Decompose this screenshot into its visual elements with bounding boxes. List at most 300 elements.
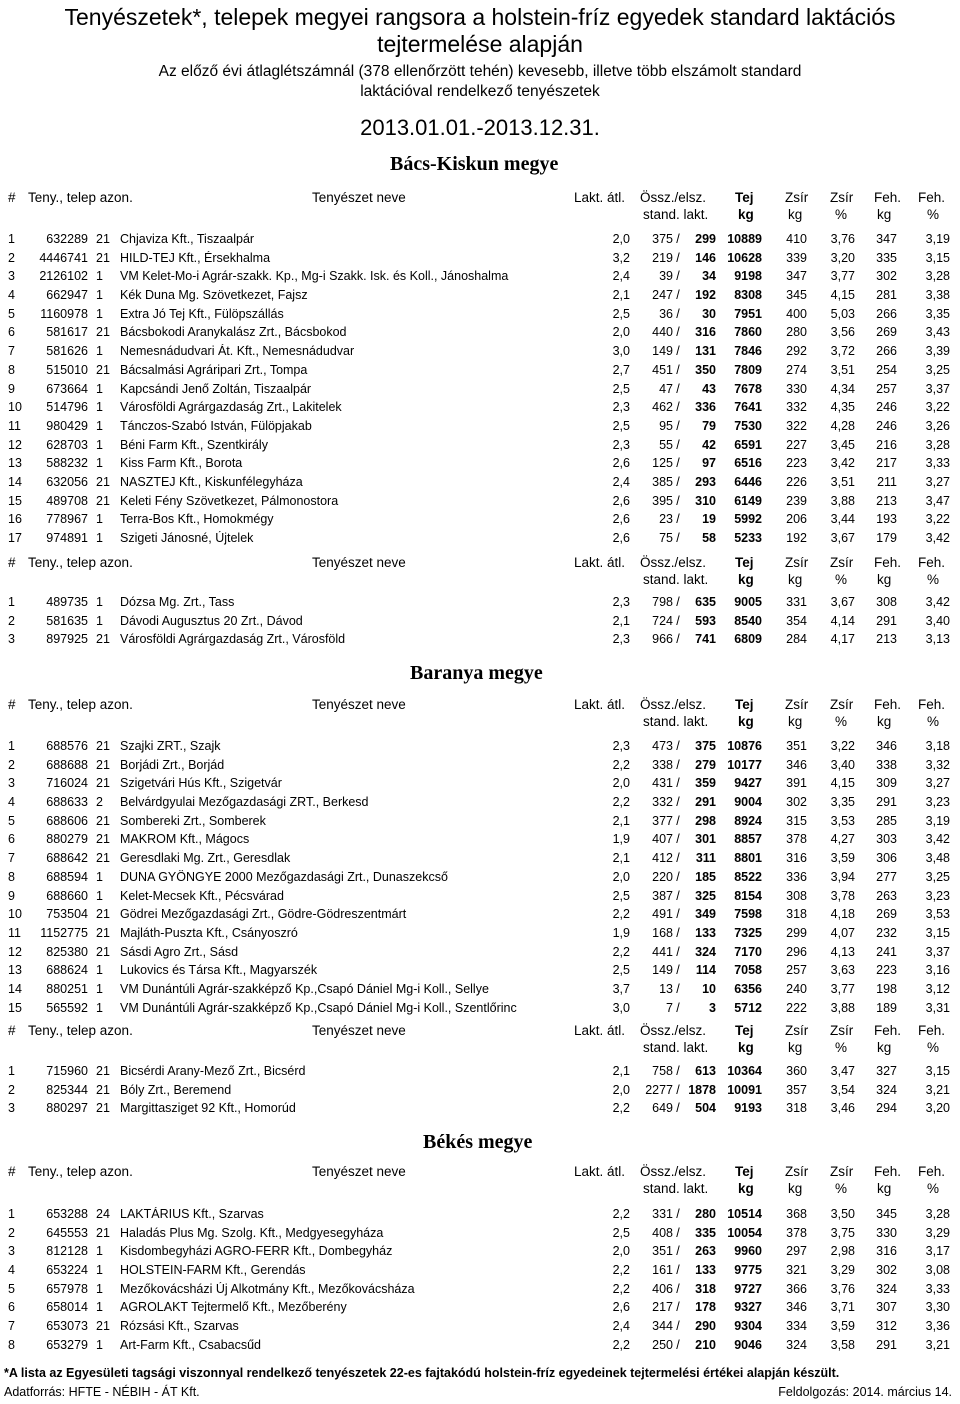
milk-kg: 7951 bbox=[734, 306, 762, 321]
row-number: 3 bbox=[8, 1244, 15, 1259]
protein-pct: 3,21 bbox=[925, 1082, 950, 1097]
protein-kg: 347 bbox=[876, 232, 897, 246]
header-tej-unit: kg bbox=[738, 714, 754, 729]
slash-separator: / bbox=[676, 963, 680, 978]
standard-lact: 210 bbox=[695, 1337, 716, 1352]
protein-kg: 211 bbox=[877, 474, 897, 489]
table-row bbox=[0, 943, 960, 962]
farm-id: 653073 bbox=[46, 1319, 88, 1334]
farm-name: Chjaviza Kft., Tiszaalpár bbox=[120, 232, 255, 246]
fat-pct: 3,46 bbox=[830, 1101, 855, 1116]
breed-code: 1 bbox=[96, 531, 103, 545]
row-number: 6 bbox=[8, 325, 15, 340]
protein-kg: 291 bbox=[876, 1337, 897, 1352]
table-row bbox=[0, 905, 960, 924]
county-title: Bács-Kiskun megye bbox=[390, 153, 559, 175]
milk-kg: 9327 bbox=[734, 1300, 762, 1315]
protein-kg: 302 bbox=[876, 269, 897, 284]
header-name: Tenyészet neve bbox=[312, 190, 406, 205]
fat-pct: 4,15 bbox=[830, 776, 855, 791]
fat-kg: 308 bbox=[786, 888, 807, 903]
header-zsir2: Zsír bbox=[830, 697, 854, 712]
header-tej: Tej bbox=[735, 1164, 754, 1179]
milk-kg: 9960 bbox=[734, 1244, 762, 1259]
header-stand: stand. lakt. bbox=[643, 714, 709, 729]
total-lact: 36 bbox=[659, 306, 673, 321]
milk-kg: 10364 bbox=[727, 1064, 762, 1078]
row-number: 15 bbox=[8, 493, 22, 508]
fat-kg: 297 bbox=[786, 1244, 807, 1259]
header-feh: Feh. bbox=[874, 1023, 902, 1038]
standard-lact: 3 bbox=[709, 1000, 716, 1015]
fat-kg: 299 bbox=[786, 925, 807, 940]
slash-separator: / bbox=[676, 595, 680, 609]
protein-pct: 3,37 bbox=[925, 381, 950, 396]
farm-id: 974891 bbox=[46, 531, 88, 545]
breed-code: 1 bbox=[96, 869, 103, 884]
county-title: Békés megye bbox=[423, 1131, 533, 1153]
slash-separator: / bbox=[676, 512, 680, 527]
standard-lact: 335 bbox=[695, 1225, 716, 1240]
row-number: 1 bbox=[8, 232, 15, 246]
fat-pct: 3,51 bbox=[830, 474, 855, 489]
row-number: 3 bbox=[8, 1101, 15, 1116]
milk-kg: 8924 bbox=[734, 813, 762, 828]
protein-kg: 246 bbox=[876, 418, 897, 433]
table-row bbox=[0, 510, 960, 529]
standard-lact: 131 bbox=[695, 344, 716, 359]
slash-separator: / bbox=[676, 907, 680, 922]
farm-name: VM Dunántúli Agrár-szakképző Kp.,Csapó Dániel Mg-i Koll., Sellye bbox=[120, 981, 489, 996]
header-num: # bbox=[8, 697, 16, 712]
protein-pct: 3,33 bbox=[925, 456, 950, 471]
lact-avg: 2,5 bbox=[612, 1225, 630, 1240]
farm-name: Margittasziget 92 Kft., Homorúd bbox=[120, 1101, 296, 1116]
lact-avg: 2,2 bbox=[612, 1281, 630, 1296]
header-num: # bbox=[8, 1023, 16, 1038]
table-row bbox=[0, 417, 960, 436]
protein-pct: 3,15 bbox=[925, 1064, 950, 1078]
farm-id: 489708 bbox=[46, 493, 88, 508]
header-num: # bbox=[8, 190, 16, 205]
slash-separator: / bbox=[676, 1082, 680, 1097]
fat-kg: 331 bbox=[786, 595, 807, 609]
protein-kg: 281 bbox=[876, 288, 897, 303]
table-body bbox=[0, 1062, 960, 1118]
milk-kg: 7530 bbox=[734, 418, 762, 433]
farm-id: 628703 bbox=[46, 437, 88, 452]
protein-kg: 277 bbox=[876, 869, 897, 884]
farm-name: Belvárdgyulai Mezőgazdasági ZRT., Berkesd bbox=[120, 795, 369, 810]
lact-avg: 2,7 bbox=[612, 362, 630, 377]
farm-id: 825344 bbox=[46, 1082, 88, 1097]
slash-separator: / bbox=[676, 1244, 680, 1259]
fat-pct: 4,15 bbox=[830, 288, 855, 303]
fat-pct: 3,47 bbox=[830, 1064, 855, 1078]
fat-kg: 345 bbox=[786, 288, 807, 303]
breed-code: 21 bbox=[96, 632, 110, 647]
farm-id: 581626 bbox=[46, 344, 88, 359]
farm-id: 688642 bbox=[46, 851, 88, 866]
standard-lact: 301 bbox=[695, 832, 716, 847]
table-row bbox=[0, 961, 960, 980]
county-title: Baranya megye bbox=[410, 662, 543, 684]
breed-code: 1 bbox=[96, 963, 103, 978]
standard-lact: 185 bbox=[695, 869, 716, 884]
farm-id: 581635 bbox=[46, 613, 88, 628]
protein-kg: 306 bbox=[876, 851, 897, 866]
milk-kg: 7058 bbox=[734, 963, 762, 978]
breed-code: 1 bbox=[96, 456, 103, 471]
protein-pct: 3,29 bbox=[925, 1225, 950, 1240]
lact-avg: 2,1 bbox=[612, 288, 630, 303]
farm-id: 632056 bbox=[46, 474, 88, 489]
header-zsir-unit: kg bbox=[788, 572, 803, 587]
slash-separator: / bbox=[676, 1263, 680, 1278]
total-lact: 75 bbox=[659, 531, 673, 545]
header-zsir: Zsír bbox=[785, 190, 809, 205]
total-lact: 331 bbox=[652, 1207, 673, 1221]
standard-lact: 593 bbox=[695, 613, 716, 628]
lact-avg: 1,9 bbox=[612, 925, 630, 940]
fat-kg: 410 bbox=[786, 232, 807, 246]
slash-separator: / bbox=[676, 1300, 680, 1315]
total-lact: 250 bbox=[652, 1337, 673, 1352]
fat-pct: 3,45 bbox=[830, 437, 855, 452]
lact-avg: 2,3 bbox=[612, 595, 630, 609]
lact-avg: 2,5 bbox=[612, 381, 630, 396]
fat-kg: 346 bbox=[786, 1300, 807, 1315]
milk-kg: 9198 bbox=[734, 269, 762, 284]
farm-id: 489735 bbox=[46, 595, 88, 609]
farm-name: Kapcsándi Jenő Zoltán, Tiszaalpár bbox=[120, 381, 312, 396]
header-feh2-unit: % bbox=[927, 1040, 940, 1055]
lact-avg: 2,0 bbox=[612, 1082, 630, 1097]
total-lact: 649 bbox=[652, 1101, 673, 1116]
header-ossz: Össz./elsz. bbox=[640, 190, 707, 205]
total-lact: 966 bbox=[652, 632, 673, 647]
header-feh2: Feh. bbox=[918, 555, 946, 570]
breed-code: 21 bbox=[96, 851, 110, 866]
farm-id: 653279 bbox=[46, 1337, 88, 1352]
row-number: 6 bbox=[8, 1300, 15, 1315]
protein-kg: 254 bbox=[876, 362, 897, 377]
breed-code: 1 bbox=[96, 512, 103, 527]
breed-code: 1 bbox=[96, 1000, 103, 1015]
lact-avg: 2,6 bbox=[612, 531, 630, 545]
protein-kg: 324 bbox=[876, 1281, 897, 1296]
header-feh-unit: kg bbox=[877, 572, 892, 587]
protein-pct: 3,36 bbox=[925, 1319, 950, 1334]
protein-kg: 309 bbox=[876, 776, 897, 791]
protein-kg: 189 bbox=[876, 1000, 897, 1015]
farm-name: HOLSTEIN-FARM Kft., Gerendás bbox=[120, 1263, 306, 1278]
fat-pct: 3,56 bbox=[830, 325, 855, 340]
fat-pct: 3,35 bbox=[830, 795, 855, 810]
fat-kg: 318 bbox=[786, 907, 807, 922]
table-row bbox=[0, 980, 960, 999]
farm-name: Sásdi Agro Zrt., Sásd bbox=[120, 944, 239, 959]
total-lact: 408 bbox=[652, 1225, 673, 1240]
standard-lact: 290 bbox=[695, 1319, 716, 1334]
lact-avg: 2,1 bbox=[612, 1064, 630, 1078]
lact-avg: 2,2 bbox=[612, 944, 630, 959]
standard-lact: 336 bbox=[695, 400, 716, 415]
lact-avg: 2,4 bbox=[612, 474, 630, 489]
row-number: 11 bbox=[8, 925, 21, 940]
row-number: 10 bbox=[8, 907, 22, 922]
farm-name: Szigeti Jánosné, Újtelek bbox=[120, 531, 254, 545]
farm-id: 688633 bbox=[46, 795, 88, 810]
milk-kg: 8540 bbox=[734, 613, 762, 628]
standard-lact: 114 bbox=[695, 963, 716, 978]
milk-kg: 9727 bbox=[734, 1281, 762, 1296]
table-row bbox=[0, 737, 960, 756]
farm-name: Kék Duna Mg. Szövetkezet, Fajsz bbox=[120, 288, 308, 303]
table-row bbox=[0, 887, 960, 906]
farm-name: DUNA GYÖNGYE 2000 Mezőgazdasági Zrt., Dunaszekcső bbox=[120, 869, 448, 884]
slash-separator: / bbox=[676, 1281, 680, 1296]
protein-pct: 3,28 bbox=[925, 437, 950, 452]
fat-pct: 5,03 bbox=[830, 306, 855, 321]
slash-separator: / bbox=[676, 474, 680, 489]
farm-id: 657978 bbox=[46, 1281, 88, 1296]
farm-id: 980429 bbox=[46, 418, 88, 433]
farm-name: Geresdlaki Mg. Zrt., Geresdlak bbox=[120, 851, 291, 866]
slash-separator: / bbox=[676, 1064, 680, 1078]
fat-kg: 315 bbox=[786, 813, 807, 828]
fat-kg: 336 bbox=[786, 869, 807, 884]
protein-pct: 3,30 bbox=[925, 1300, 950, 1315]
milk-kg: 5233 bbox=[734, 531, 762, 545]
farm-name: Majláth-Puszta Kft., Csányoszró bbox=[120, 925, 298, 940]
protein-kg: 346 bbox=[876, 739, 897, 753]
breed-code: 21 bbox=[96, 944, 110, 959]
header-ossz: Össz./elsz. bbox=[640, 1023, 707, 1038]
protein-kg: 291 bbox=[876, 795, 897, 810]
slash-separator: / bbox=[676, 925, 680, 940]
fat-kg: 223 bbox=[786, 456, 807, 471]
lact-avg: 3,7 bbox=[612, 981, 630, 996]
farm-id: 880297 bbox=[46, 1101, 88, 1116]
fat-pct: 3,54 bbox=[830, 1082, 855, 1097]
milk-kg: 7325 bbox=[734, 925, 762, 940]
farm-name: Borjádi Zrt., Borjád bbox=[120, 757, 225, 772]
protein-pct: 3,39 bbox=[925, 344, 950, 359]
table-header bbox=[0, 555, 960, 591]
table-row bbox=[0, 1242, 960, 1261]
farm-name: Kelet-Mecsek Kft., Pécsvárad bbox=[120, 888, 284, 903]
row-number: 3 bbox=[8, 269, 15, 284]
table-row bbox=[0, 924, 960, 943]
header-feh2-unit: % bbox=[927, 714, 940, 729]
table-row bbox=[0, 380, 960, 399]
milk-kg: 9193 bbox=[734, 1101, 762, 1116]
header-tej: Tej bbox=[735, 697, 754, 712]
standard-lact: 1878 bbox=[688, 1082, 716, 1097]
lact-avg: 2,5 bbox=[612, 963, 630, 978]
table-row bbox=[0, 793, 960, 812]
total-lact: 798 bbox=[652, 595, 673, 609]
breed-code: 24 bbox=[96, 1207, 110, 1221]
breed-code: 21 bbox=[96, 1225, 110, 1240]
fat-kg: 239 bbox=[786, 493, 807, 508]
farm-name: Keleti Fény Szövetkezet, Pálmonostora bbox=[120, 493, 339, 508]
fat-kg: 257 bbox=[786, 963, 807, 978]
total-lact: 2277 bbox=[645, 1082, 673, 1097]
milk-kg: 5992 bbox=[734, 512, 762, 527]
farm-name: HILD-TEJ Kft., Érsekhalma bbox=[120, 250, 271, 265]
breed-code: 21 bbox=[96, 1319, 110, 1334]
breed-code: 1 bbox=[96, 437, 103, 452]
breed-code: 1 bbox=[96, 1244, 103, 1259]
row-number: 14 bbox=[8, 474, 22, 489]
header-feh2-unit: % bbox=[927, 572, 940, 587]
table-row bbox=[0, 868, 960, 887]
protein-kg: 308 bbox=[876, 595, 897, 609]
row-number: 11 bbox=[8, 418, 21, 433]
row-number: 5 bbox=[8, 1281, 15, 1296]
header-tej-unit: kg bbox=[738, 207, 754, 222]
milk-kg: 6356 bbox=[734, 981, 762, 996]
breed-code: 2 bbox=[96, 795, 103, 810]
total-lact: 440 bbox=[652, 325, 673, 340]
table-row bbox=[0, 286, 960, 305]
row-number: 1 bbox=[8, 1207, 15, 1221]
header-stand: stand. lakt. bbox=[643, 207, 709, 222]
table-row bbox=[0, 398, 960, 417]
standard-lact: 316 bbox=[695, 325, 716, 340]
fat-kg: 206 bbox=[786, 512, 807, 527]
row-number: 7 bbox=[8, 344, 15, 359]
row-number: 1 bbox=[8, 595, 15, 609]
header-feh: Feh. bbox=[874, 555, 902, 570]
protein-kg: 266 bbox=[876, 344, 897, 359]
lact-avg: 2,1 bbox=[612, 813, 630, 828]
table-row bbox=[0, 1280, 960, 1299]
total-lact: 23 bbox=[659, 512, 673, 527]
fat-kg: 378 bbox=[786, 832, 807, 847]
farm-id: 897925 bbox=[46, 632, 88, 647]
standard-lact: 311 bbox=[695, 851, 716, 866]
farm-name: Bácsalmási Agráripari Zrt., Tompa bbox=[120, 362, 308, 377]
protein-kg: 294 bbox=[876, 1101, 897, 1116]
breed-code: 1 bbox=[96, 1300, 103, 1315]
total-lact: 338 bbox=[652, 757, 673, 772]
slash-separator: / bbox=[676, 869, 680, 884]
farm-name: Városföldi Agrárgazdaság Zrt., Városföld bbox=[120, 632, 346, 647]
farm-id: 645553 bbox=[46, 1225, 88, 1240]
fat-kg: 360 bbox=[786, 1064, 807, 1078]
farm-id: 673664 bbox=[46, 381, 88, 396]
slash-separator: / bbox=[676, 739, 680, 753]
standard-lact: 635 bbox=[695, 595, 716, 609]
breed-code: 1 bbox=[96, 613, 103, 628]
total-lact: 39 bbox=[659, 269, 673, 284]
breed-code: 21 bbox=[96, 493, 110, 508]
milk-kg: 7170 bbox=[734, 944, 762, 959]
protein-pct: 3,40 bbox=[925, 613, 950, 628]
fat-pct: 3,42 bbox=[830, 456, 855, 471]
milk-kg: 10177 bbox=[727, 757, 762, 772]
protein-pct: 3,18 bbox=[925, 739, 950, 753]
fat-kg: 347 bbox=[786, 269, 807, 284]
header-name: Tenyészet neve bbox=[312, 1023, 406, 1038]
table-body bbox=[0, 1205, 960, 1355]
total-lact: 491 bbox=[652, 907, 673, 922]
table-row bbox=[0, 323, 960, 342]
milk-kg: 7678 bbox=[734, 381, 762, 396]
breed-code: 1 bbox=[96, 981, 103, 996]
fat-kg: 351 bbox=[786, 739, 807, 753]
lact-avg: 2,0 bbox=[612, 776, 630, 791]
header-stand: stand. lakt. bbox=[643, 1040, 709, 1055]
row-number: 2 bbox=[8, 757, 15, 772]
fat-pct: 3,71 bbox=[830, 1300, 855, 1315]
breed-code: 21 bbox=[96, 232, 110, 246]
table-row bbox=[0, 454, 960, 473]
table-row bbox=[0, 305, 960, 324]
slash-separator: / bbox=[676, 1225, 680, 1240]
header-stand: stand. lakt. bbox=[643, 572, 709, 587]
farm-id: 653224 bbox=[46, 1263, 88, 1278]
table-row bbox=[0, 593, 960, 612]
fat-pct: 3,63 bbox=[830, 963, 855, 978]
subtitle-line2: laktációval rendelkező tenyészetek bbox=[360, 83, 600, 100]
fat-pct: 3,67 bbox=[830, 595, 855, 609]
header-atl: Lakt. átl. bbox=[574, 1164, 626, 1179]
farm-id: 565592 bbox=[46, 1000, 88, 1015]
protein-pct: 3,22 bbox=[925, 400, 950, 415]
total-lact: 473 bbox=[652, 739, 673, 753]
fat-kg: 334 bbox=[786, 1319, 807, 1334]
fat-kg: 357 bbox=[786, 1082, 807, 1097]
farm-id: 653288 bbox=[46, 1207, 88, 1221]
header-feh: Feh. bbox=[874, 697, 902, 712]
standard-lact: 349 bbox=[695, 907, 716, 922]
table-row bbox=[0, 361, 960, 380]
farm-id: 514796 bbox=[46, 400, 88, 415]
standard-lact: 325 bbox=[695, 888, 716, 903]
protein-kg: 345 bbox=[876, 1207, 897, 1221]
header-feh2: Feh. bbox=[918, 697, 946, 712]
protein-kg: 307 bbox=[876, 1300, 897, 1315]
header-tej: Tej bbox=[735, 555, 754, 570]
slash-separator: / bbox=[676, 1319, 680, 1334]
farm-name: Bácsbokodi Aranykalász Zrt., Bácsbokod bbox=[120, 325, 347, 340]
breed-code: 1 bbox=[96, 1337, 103, 1352]
protein-pct: 3,22 bbox=[925, 512, 950, 527]
header-num: # bbox=[8, 555, 16, 570]
lact-avg: 2,3 bbox=[612, 400, 630, 415]
lact-avg: 2,2 bbox=[612, 1337, 630, 1352]
fat-pct: 3,22 bbox=[830, 739, 855, 753]
breed-code: 21 bbox=[96, 832, 110, 847]
header-feh-unit: kg bbox=[877, 714, 892, 729]
header-zsir-unit: kg bbox=[788, 1040, 803, 1055]
farm-name: Extra Jó Tej Kft., Fülöpszállás bbox=[120, 306, 284, 321]
protein-pct: 3,27 bbox=[925, 474, 950, 489]
standard-lact: 299 bbox=[695, 232, 716, 246]
breed-code: 1 bbox=[96, 344, 103, 359]
farm-id: 632289 bbox=[46, 232, 88, 246]
breed-code: 21 bbox=[96, 776, 110, 791]
lact-avg: 3,0 bbox=[612, 344, 630, 359]
table-header bbox=[0, 697, 960, 733]
milk-kg: 8308 bbox=[734, 288, 762, 303]
fat-pct: 3,44 bbox=[830, 512, 855, 527]
header-zsir: Zsír bbox=[785, 1164, 809, 1179]
